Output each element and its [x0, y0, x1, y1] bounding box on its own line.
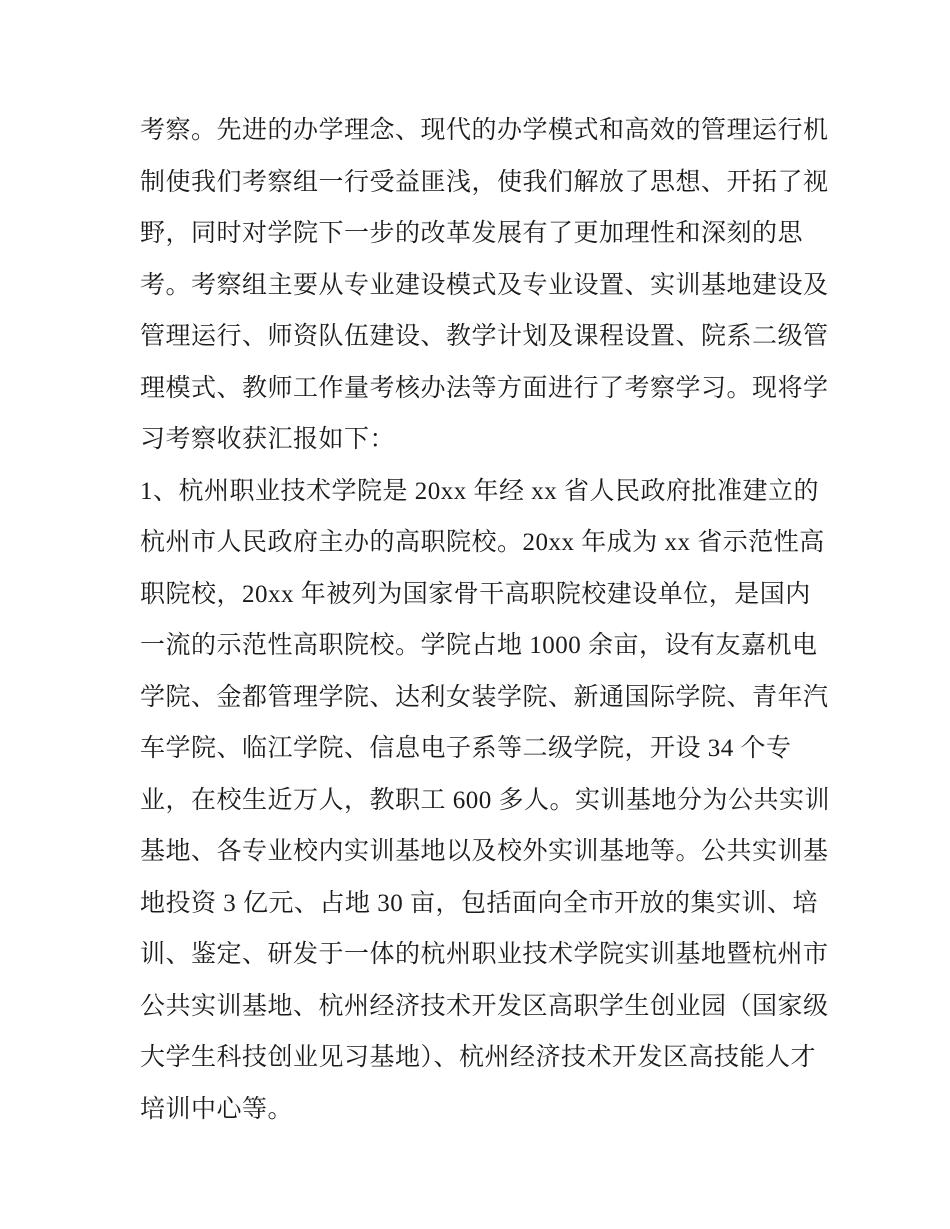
text-line: 大学生科技创业见习基地）、杭州经济技术开发区高技能人才 — [140, 1044, 817, 1071]
text-line: 考察。先进的办学理念、现代的办学模式和高效的管理运行机 — [140, 117, 829, 144]
text-line: 学院、金都管理学院、达利女装学院、新通国际学院、青年汽 — [140, 683, 829, 711]
text-line: 1、杭州职业技术学院是 20xx 年经 xx 省人民政府批准建立的 — [140, 477, 820, 505]
body-text — [140, 105, 830, 1135]
text-line: 培训中心等。 — [140, 1095, 294, 1123]
text-line: 基地、各专业校内实训基地以及校外实训基地等。公共实训基 — [140, 838, 829, 865]
text-line: 制使我们考察组一行受益匪浅，使我们解放了思想、开拓了视 — [140, 168, 829, 196]
text-line: 车学院、临江学院、信息电子系等二级学院，开设 34 个专 — [140, 735, 792, 762]
text-line: 管理运行、师资队伍建设、教学计划及课程设置、院系二级管 — [140, 323, 829, 350]
text-line: 野，同时对学院下一步的改革发展有了更加理性和深刻的思 — [140, 220, 804, 247]
text-line: 杭州市人民政府主办的高职院校。20xx 年成为 xx 省示范性高 — [140, 529, 825, 556]
text-line: 习考察收获汇报如下： — [140, 426, 396, 453]
text-line: 训、鉴定、研发于一体的杭州职业技术学院实训基地暨杭州市 — [140, 941, 829, 968]
text-line: 一流的示范性高职院校。学院占地 1000 余亩，设有友嘉机电 — [140, 632, 818, 659]
text-line: 业，在校生近万人，教职工 600 多人。实训基地分为公共实训 — [140, 786, 831, 814]
text-line: 理模式、教师工作量考核办法等方面进行了考察学习。现将学 — [140, 374, 829, 402]
text-line: 公共实训基地、杭州经济技术开发区高职学生创业园（国家级 — [140, 992, 829, 1020]
text-line: 职院校，20xx 年被列为国家骨干高职院校建设单位，是国内 — [140, 580, 811, 608]
text-line: 地投资 3 亿元、占地 30 亩，包括面向全市开放的集实训、培 — [140, 889, 819, 917]
text-line: 考。考察组主要从专业建设模式及专业设置、实训基地建设及 — [140, 271, 829, 299]
